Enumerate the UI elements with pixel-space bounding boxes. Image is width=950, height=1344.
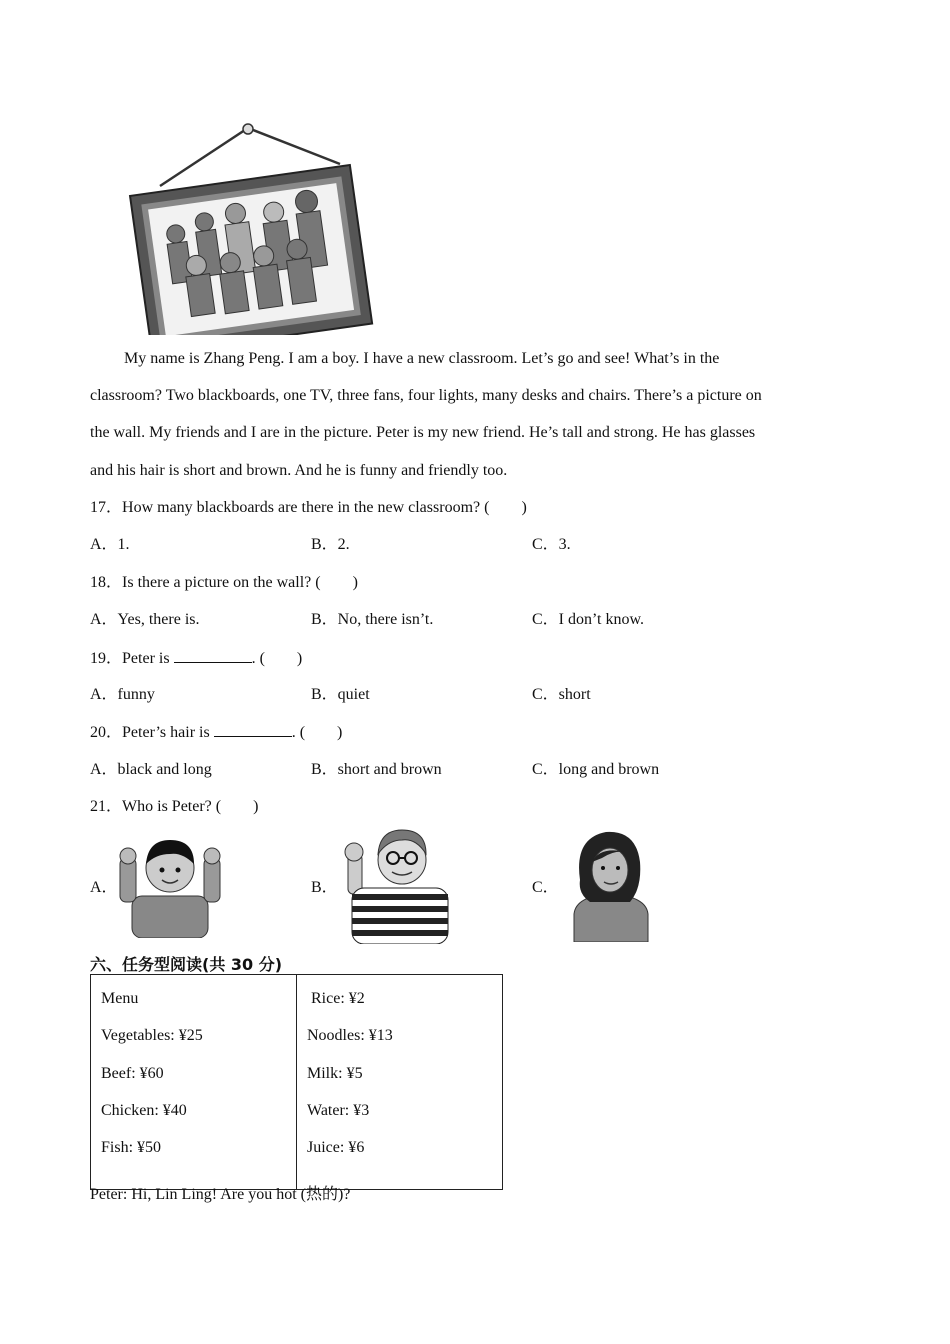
passage-line-2: classroom? Two blackboards, one TV, three fans, four lights, many desks and chairs. There’s a picture on — [90, 387, 762, 404]
passage-line-4: and his hair is short and brown. And he is funny and friendly too. — [90, 462, 508, 479]
menu-item: Water: ¥3 — [307, 1101, 370, 1119]
option-c[interactable]: C．I don’t know. — [532, 611, 645, 628]
option-b[interactable]: B．2. — [311, 536, 350, 553]
option-b[interactable]: B．short and brown — [311, 761, 442, 778]
question-number: 18． — [90, 574, 123, 591]
question-number: 20． — [90, 724, 123, 741]
menu-item: Juice: ¥6 — [307, 1139, 365, 1157]
question-number: 19． — [90, 650, 123, 667]
question-19 — [90, 648, 302, 669]
menu-item: Beef: ¥60 — [101, 1064, 164, 1082]
passage-line-3: the wall. My friends and I are in the picture. Peter is my new friend. He’s tall and strong. He has glasses — [90, 424, 756, 441]
question-text: Is there a picture on the wall? ( ) — [122, 574, 358, 591]
option-c[interactable]: C． — [532, 879, 559, 896]
menu-item: Milk: ¥5 — [307, 1064, 363, 1082]
menu-table — [90, 974, 503, 1190]
question-number: 17． — [90, 499, 123, 516]
question-number: 21． — [90, 798, 123, 815]
option-c[interactable]: C．long and brown — [532, 761, 660, 778]
passage-line-1: My name is Zhang Peng. I am a boy. I have a new classroom. Let’s go and see! What’s in the — [124, 350, 720, 367]
boy-flexing-image[interactable] — [118, 834, 222, 938]
option-c[interactable]: C．short — [532, 686, 591, 703]
section-title: 六、任务型阅读(共 30 分) — [90, 955, 283, 974]
menu-item: Rice: ¥2 — [307, 990, 365, 1007]
question-text-before: Peter is — [122, 650, 170, 667]
question-text: How many blackboards are there in the new classroom? ( ) — [122, 499, 527, 516]
option-a[interactable]: A．Yes, there is. — [90, 611, 200, 628]
option-a[interactable]: A． — [90, 879, 118, 896]
question-17 — [90, 498, 527, 518]
question-text: Who is Peter? ( ) — [122, 798, 259, 815]
option-a[interactable]: A．1. — [90, 536, 130, 553]
option-b[interactable]: B．quiet — [311, 686, 370, 703]
option-b[interactable]: B． — [311, 879, 338, 896]
answer-blank — [174, 648, 252, 663]
option-c[interactable]: C．3. — [532, 536, 571, 553]
menu-right-column — [297, 975, 503, 1190]
question-18 — [90, 573, 358, 593]
option-a[interactable]: A．funny — [90, 686, 155, 703]
question-21 — [90, 797, 258, 817]
menu-item: Vegetables: ¥25 — [101, 1027, 203, 1045]
answer-blank — [214, 722, 292, 737]
long-hair-person-image[interactable] — [566, 828, 654, 942]
question-text-after: . ( ) — [291, 724, 343, 741]
menu-left-column — [91, 975, 297, 1190]
boy-glasses-striped-image[interactable] — [338, 824, 454, 944]
menu-item: Noodles: ¥13 — [307, 1027, 393, 1045]
menu-item: Chicken: ¥40 — [101, 1101, 187, 1119]
menu-item: Fish: ¥50 — [101, 1139, 162, 1157]
question-text-before: Peter’s hair is — [122, 724, 210, 741]
option-a[interactable]: A．black and long — [90, 761, 212, 778]
dialogue-line-1: Peter: Hi, Lin Ling! Are you hot (热的)? — [90, 1186, 351, 1203]
menu-item: Menu — [101, 990, 139, 1007]
question-20 — [90, 722, 342, 743]
framed-class-picture — [120, 120, 380, 335]
option-b[interactable]: B．No, there isn’t. — [311, 611, 434, 628]
question-text-after: . ( ) — [251, 650, 303, 667]
